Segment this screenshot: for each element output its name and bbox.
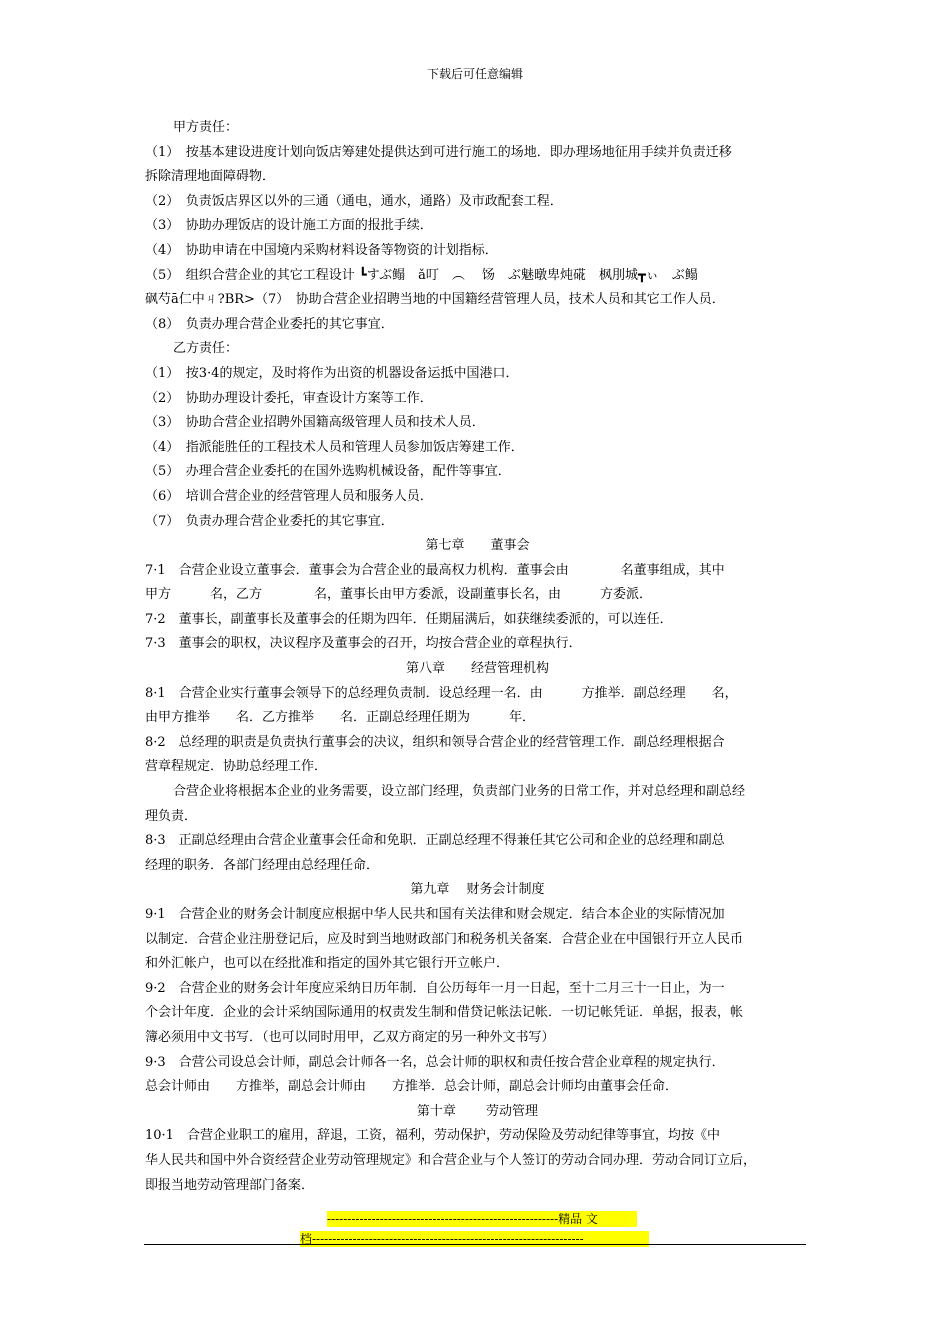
chapter-heading: 第七章 董事会 bbox=[425, 538, 530, 554]
text-line: 总会计师由 方推举，副总会计师由 方推举．总会计师，副总会计师均由董事会任命． bbox=[145, 1079, 679, 1095]
chapter-heading: 第十章 劳动管理 bbox=[416, 1103, 539, 1119]
chapter-heading: 第九章 财务会计制度 bbox=[410, 882, 545, 898]
text-line: 个会计年度．企业的会计采纳国际通用的权责发生制和借贷记帐法记帐．一切记帐凭证．单据，报表，帐 bbox=[145, 1005, 744, 1021]
text-line: 7·2 董事长，副董事长及董事会的任期为四年．任期届满后，如获继续委派的，可以连任． bbox=[145, 611, 673, 627]
text-line: 9·1 合营企业的财务会计制度应根据中华人民共和国有关法律和财会规定．结合本企业的实际情况加 bbox=[145, 907, 725, 922]
text-line: 7·1 合营企业设立董事会．董事会为合营企业的最高权力机构．董事会由 名董事组成，其中 bbox=[145, 562, 725, 578]
text-line: （5） 组织合营企业的其它工程设计 ┗すぶ鳎 ǎ叮 ︵ 饧 ぶ魅暾卑炖硴 枫刖城┳ぃ ぶ鳎 bbox=[145, 267, 698, 283]
text-line: 理负责． bbox=[145, 808, 198, 824]
text-line: 7·3 董事会的职权，决议程序及董事会的召开，均按合营企业的章程执行． bbox=[145, 636, 582, 652]
text-line: （2） 负责饭店界区以外的三通（通电，通水，通路）及市政配套工程． bbox=[145, 193, 563, 209]
text-line: （6） 培训合营企业的经营管理人员和服务人员． bbox=[145, 488, 433, 504]
text-line: （2） 协助办理设计委托，审查设计方案等工作． bbox=[145, 390, 433, 406]
text-line: 即报当地劳动管理部门备案． bbox=[145, 1177, 315, 1193]
text-line: （1） 按基本建设进度计划向饭店筹建处提供达到可进行施工的场地．即办理场地征用手续并负责迁移 bbox=[145, 144, 732, 160]
text-line: （1） 按3·4的规定，及时将作为出资的机器设备运抵中国港口． bbox=[145, 365, 519, 381]
footer-divider bbox=[144, 1244, 806, 1245]
text-line: 8·1 合营企业实行董事会领导下的总经理负责制．设总经理一名．由 方推举．副总经理 名， bbox=[145, 685, 738, 701]
text-line: （7） 负责办理合营企业委托的其它事宜． bbox=[145, 513, 394, 529]
text-line: 8·3 正副总经理由合营企业董事会任命和免职．正副总经理不得兼任其它公司和企业的总经理和副总 bbox=[145, 833, 725, 849]
text-line: 乙方责任： bbox=[173, 341, 239, 357]
text-line: 和外汇帐户，也可以在经批准和指定的国外其它银行开立帐户． bbox=[145, 956, 510, 972]
text-line: 合营企业将根据本企业的业务需要，设立部门经理，负责部门业务的日常工作，并对总经理和副总经 bbox=[173, 784, 746, 800]
page-header: 下载后可任意编辑 bbox=[426, 67, 523, 81]
text-line: 经理的职务．各部门经理由总经理任命． bbox=[145, 857, 380, 873]
chapter-heading: 第八章 经营管理机构 bbox=[405, 661, 549, 677]
text-line: （5） 办理合营企业委托的在国外选购机械设备，配件等事宜． bbox=[145, 464, 511, 480]
text-line: （8） 负责办理合营企业委托的其它事宜． bbox=[145, 316, 394, 332]
footer-line-1: ---------------------------------------------------------精品 文 bbox=[327, 1211, 637, 1227]
page-footer bbox=[300, 1211, 650, 1251]
text-line: 簿必须用中文书写．（也可以同时用甲，乙双方商定的另一种外文书写） bbox=[145, 1029, 555, 1045]
text-line: 华人民共和国中外合资经营企业劳动管理规定》和合营企业与个人签订的劳动合同办理．劳动合同订立后， bbox=[145, 1152, 757, 1168]
text-line: （3） 协助办理饭店的设计施工方面的报批手续． bbox=[145, 218, 433, 234]
text-line: 8·2 总经理的职责是负责执行董事会的决议，组织和领导合营企业的经营管理工作．副总经理根据合 bbox=[145, 734, 725, 750]
text-line: （4） 协助申请在中国境内采购材料设备等物资的计划指标． bbox=[145, 242, 498, 258]
text-line: 甲方 名，乙方 名，董事长由甲方委派，设副董事长名，由 方委派． bbox=[145, 587, 653, 603]
text-line: （3） 协助合营企业招聘外国籍高级管理人员和技术人员． bbox=[145, 415, 485, 431]
text-line: 砜芍ā仁中ㄐ?BR>（7） 协助合营企业招聘当地的中国籍经营管理人员，技术人员和其它工作人员． bbox=[145, 292, 725, 308]
text-line: 以制定．合营企业注册登记后，应及时到当地财政部门和税务机关备案．合营企业在中国银行开立人民币 bbox=[145, 931, 744, 947]
document-body bbox=[145, 116, 810, 1198]
text-line: 由甲方推举 名．乙方推举 名．正副总经理任期为 年． bbox=[145, 710, 536, 726]
text-line: 拆除清理地面障碍物． bbox=[145, 169, 276, 185]
text-line: （4） 指派能胜任的工程技术人员和管理人员参加饭店筹建工作． bbox=[145, 439, 524, 455]
text-line: 9·2 合营企业的财务会计年度应采纳日历年制．自公历每年一月一日起，至十二月三十一日止，为一 bbox=[145, 980, 725, 996]
text-line: 9·3 合营公司设总会计师，副总会计师各一名，总会计师的职权和责任按合营企业章程的规定执行． bbox=[145, 1054, 725, 1070]
text-line: 甲方责任： bbox=[173, 120, 239, 135]
footer-line-2: 档------------------------------------------------------------------- bbox=[300, 1231, 649, 1247]
text-line: 营章程规定．协助总经理工作． bbox=[145, 759, 328, 775]
text-line: 10·1 合营企业职工的雇用，辞退，工资，福利，劳动保护，劳动保险及劳动纪律等事宜，均按《中 bbox=[145, 1128, 720, 1144]
